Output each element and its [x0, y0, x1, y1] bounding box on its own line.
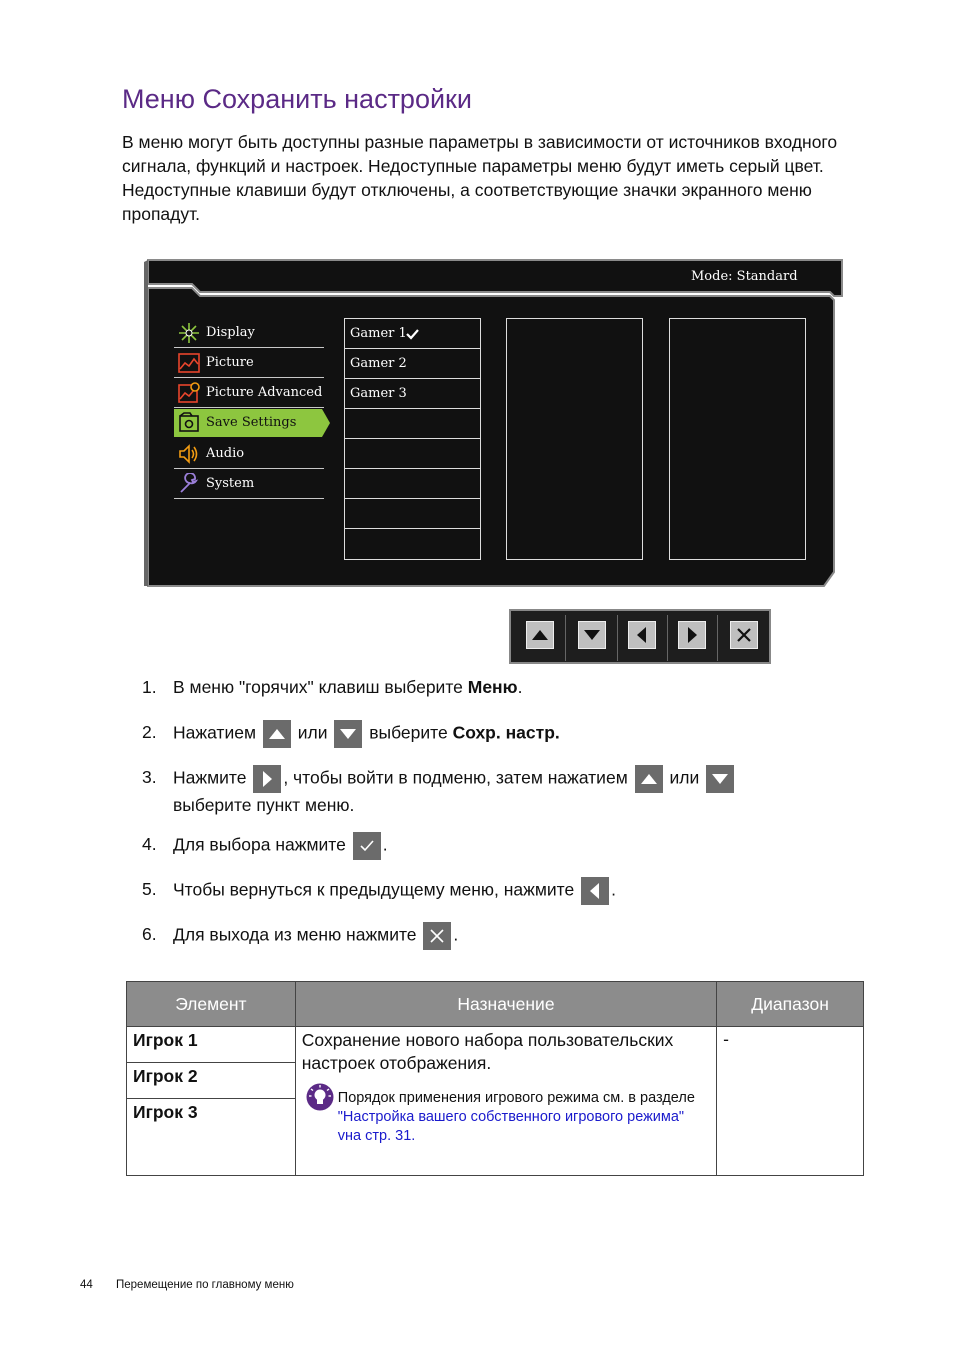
osd-menu-label: Audio — [206, 446, 245, 461]
footer-section: Перемещение по главному меню — [116, 1279, 294, 1291]
divider — [617, 615, 618, 661]
submenu-item-empty — [345, 439, 480, 469]
osd-menu-audio[interactable] — [174, 439, 324, 469]
submenu-item-gamer-3[interactable]: Gamer 3 — [345, 379, 480, 409]
osd-menu-system[interactable] — [174, 469, 324, 499]
divider — [565, 615, 566, 661]
right-button[interactable] — [678, 621, 706, 649]
audio-icon — [178, 443, 200, 465]
cross-reference-link[interactable]: "Настройка вашего собственного игрового режима" vна стр. 31 — [337, 1109, 685, 1144]
header-range: Диапазон — [717, 982, 864, 1027]
down-button[interactable] — [578, 621, 606, 649]
left-button[interactable] — [628, 621, 656, 649]
item-gamer-3: Игрок 3 — [127, 1099, 296, 1176]
submenu-item-empty — [345, 499, 480, 529]
table-header — [127, 982, 864, 1027]
purpose-cell — [295, 1027, 716, 1176]
header-purpose: Назначение — [295, 982, 716, 1027]
lightbulb-icon — [306, 1083, 334, 1111]
exit-button[interactable] — [730, 621, 758, 649]
system-icon — [178, 473, 200, 495]
settings-table — [126, 981, 864, 1176]
page-title: Меню Сохранить настройки — [122, 84, 472, 114]
purpose-text: Сохранение нового набора пользовательских настроек отображения. — [301, 1030, 674, 1073]
page-footer — [80, 1279, 294, 1291]
intro-paragraph: В меню могут быть доступны разные параметры в зависимости от источников входного сигнала, функций и настроек. Недоступные параметры меню будут иметь серый цвет. Недоступные клавиши будут отключены, а соответствующие значки экранного меню пропадут. — [122, 132, 838, 224]
item-gamer-2: Игрок 2 — [127, 1063, 296, 1099]
up-arrow-icon — [635, 765, 663, 793]
right-arrow-icon — [679, 622, 705, 648]
save-settings-icon — [178, 412, 200, 434]
osd-menu-label: Picture — [206, 355, 254, 370]
mode-label: Mode: Standard — [691, 269, 798, 284]
divider — [667, 615, 668, 661]
divider — [717, 615, 718, 661]
note: Порядок применения игрового режима см. в разделе "Настройка вашего собственного игрового режима" vна стр. 31. — [302, 1089, 710, 1146]
up-arrow-icon — [527, 622, 553, 648]
osd-menu-illustration — [144, 256, 846, 590]
submenu-column — [344, 318, 481, 560]
submenu-item-empty — [345, 409, 480, 439]
osd-menu-label: Picture Advanced — [206, 385, 323, 400]
header-element: Элемент — [127, 982, 296, 1027]
osd-menu-picture[interactable] — [174, 348, 324, 378]
display-icon — [178, 322, 200, 344]
submenu-item-gamer-1[interactable]: Gamer 1 — [345, 319, 480, 349]
left-arrow-icon — [581, 877, 609, 905]
osd-menu-label: Save Settings — [206, 415, 297, 430]
hotkey-bar — [509, 609, 771, 664]
picture-advanced-icon — [178, 382, 200, 404]
page-number: 44 — [80, 1279, 93, 1291]
down-arrow-icon — [706, 765, 734, 793]
osd-menu-save-settings[interactable] — [174, 408, 324, 438]
submenu-item-empty — [345, 469, 480, 499]
check-icon — [353, 832, 381, 860]
left-arrow-icon — [629, 622, 655, 648]
submenu-column-4 — [669, 318, 806, 560]
osd-menu-display[interactable] — [174, 318, 324, 348]
table-row — [127, 1027, 864, 1063]
osd-menu-label: System — [206, 476, 255, 491]
up-arrow-icon — [263, 720, 291, 748]
osd-menu-picture-advanced[interactable] — [174, 378, 324, 408]
range-cell: - — [717, 1027, 864, 1176]
right-arrow-icon — [253, 765, 281, 793]
close-icon — [423, 922, 451, 950]
submenu-item-empty — [345, 529, 480, 559]
check-icon — [406, 329, 419, 340]
down-arrow-icon — [334, 720, 362, 748]
up-button[interactable] — [526, 621, 554, 649]
close-icon — [731, 622, 757, 648]
submenu-column-3 — [506, 318, 643, 560]
down-arrow-icon — [579, 622, 605, 648]
osd-menu-label: Display — [206, 325, 255, 340]
submenu-item-gamer-2[interactable]: Gamer 2 — [345, 349, 480, 379]
picture-icon — [178, 352, 200, 374]
item-gamer-1: Игрок 1 — [127, 1027, 296, 1063]
